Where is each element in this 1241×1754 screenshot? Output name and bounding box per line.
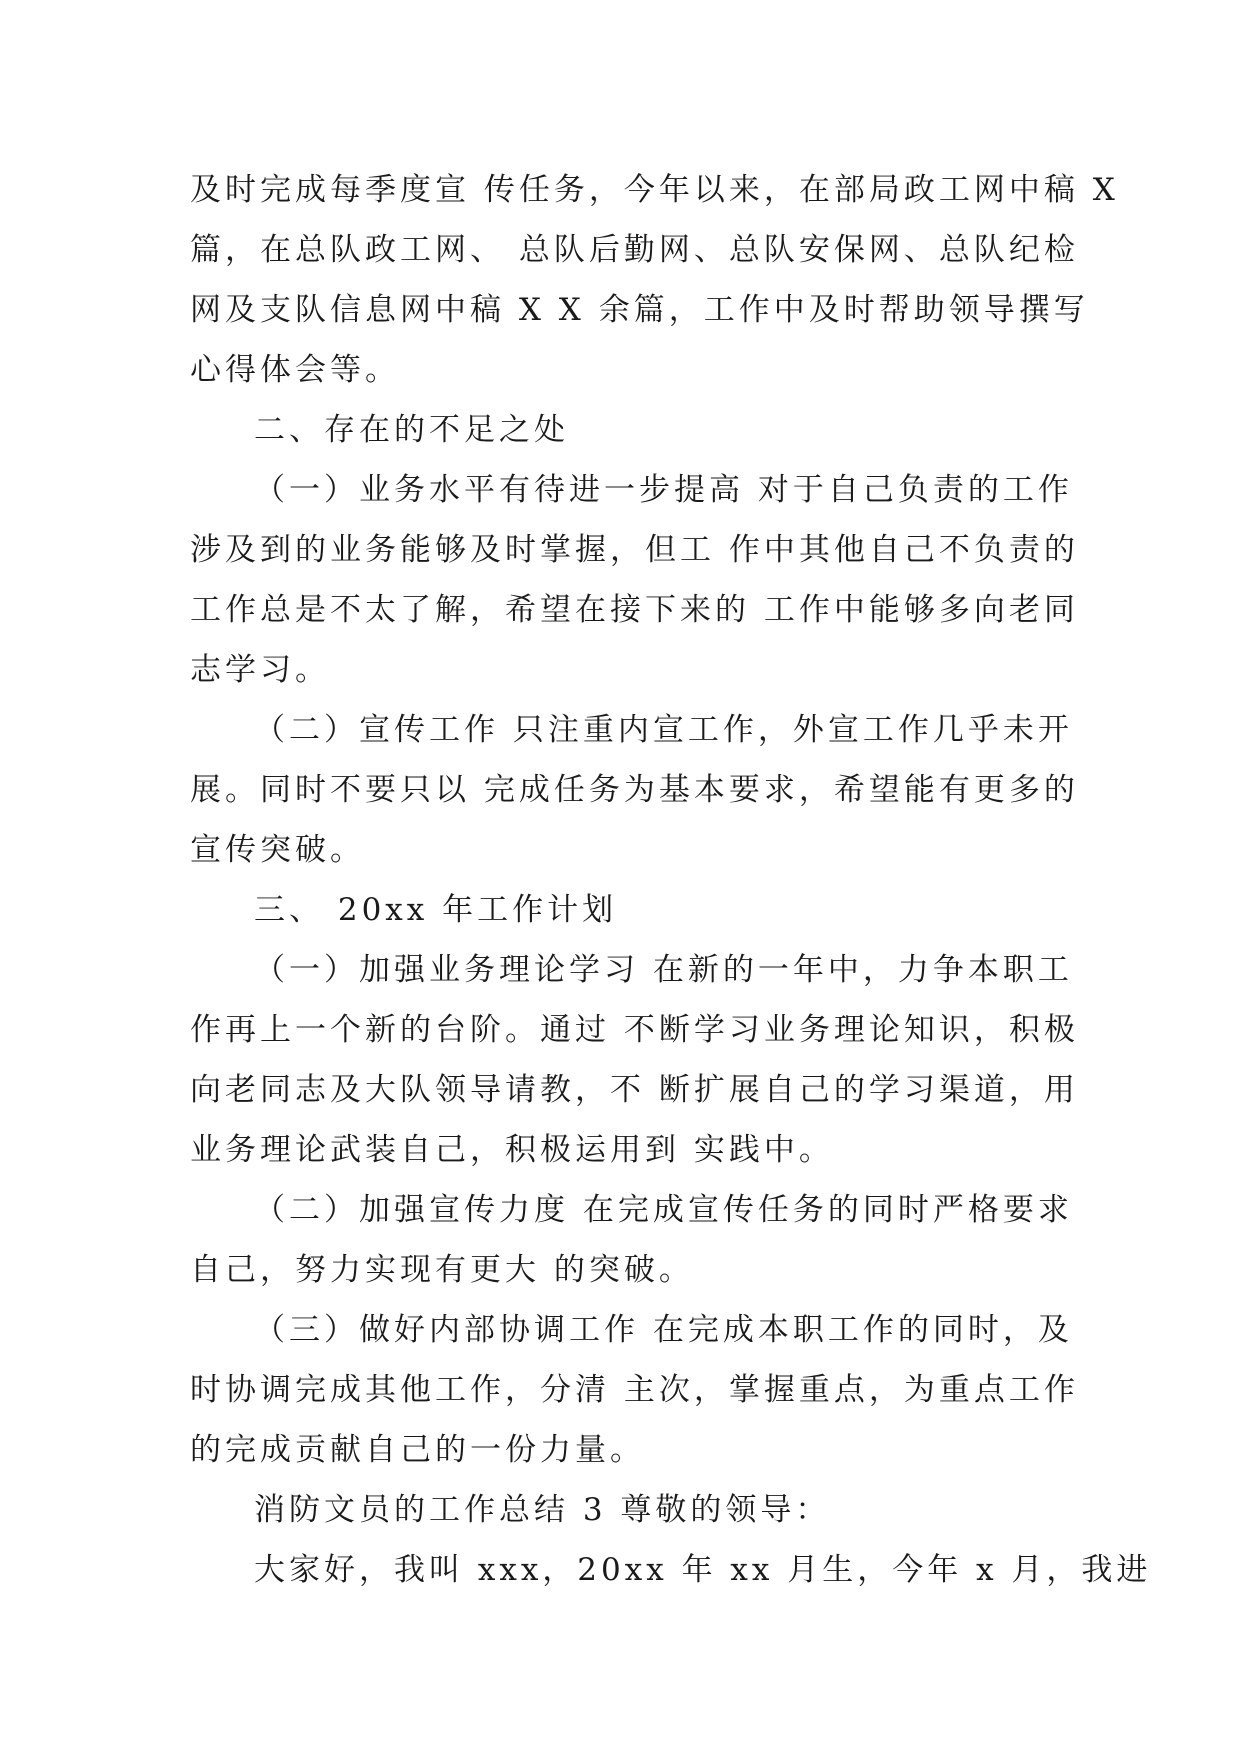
paragraph-line: 的完成贡献自己的一份力量。 [190,1432,645,1468]
paragraph-line: 大家好，我叫 xxx，20xx 年 xx 月生，今年 x 月，我进 [254,1552,1152,1588]
paragraph-line: 作再上一个新的台阶。通过 不断学习业务理论知识，积极 [190,1012,1079,1048]
paragraph-line: 篇，在总队政工网、 总队后勤网、总队安保网、总队纪检 [190,232,1079,268]
paragraph-line: 涉及到的业务能够及时掌握，但工 作中其他自己不负责的 [190,532,1079,568]
paragraph-line: 心得体会等。 [190,352,400,388]
paragraph-line: 工作总是不太了解，希望在接下来的 工作中能够多向老同 [190,592,1079,628]
paragraph-line: 向老同志及大队领导请教，不 断扩展自己的学习渠道，用 [190,1072,1079,1108]
paragraph-line: （一）加强业务理论学习 在新的一年中，力争本职工 [254,952,1073,988]
paragraph-line: 志学习。 [190,652,330,688]
paragraph-line: （二）宣传工作 只注重内宣工作，外宣工作几乎未开 [254,712,1073,748]
paragraph-line: （二）加强宣传力度 在完成宣传任务的同时严格要求 [254,1192,1073,1228]
paragraph-line: 网及支队信息网中稿 X X 余篇，工作中及时帮助领导撰写 [190,292,1089,328]
paragraph-line: （三）做好内部协调工作 在完成本职工作的同时，及 [254,1312,1073,1348]
paragraph-line: 宣传突破。 [190,832,365,868]
paragraph-line: 及时完成每季度宣 传任务，今年以来，在部局政工网中稿 X [190,172,1119,208]
paragraph-line: 展。同时不要只以 完成任务为基本要求，希望能有更多的 [190,772,1079,808]
section-heading: 二、存在的不足之处 [254,412,569,448]
document-page [190,160,1152,1600]
paragraph-line: 业务理论武装自己，积极运用到 实践中。 [190,1132,834,1168]
paragraph-line: 消防文员的工作总结 3 尊敬的领导： [254,1492,831,1528]
paragraph-line: 时协调完成其他工作，分清 主次，掌握重点，为重点工作 [190,1372,1079,1408]
paragraph-line: （一）业务水平有待进一步提高 对于自己负责的工作 [254,472,1073,508]
section-heading: 三、 20xx 年工作计划 [254,892,618,928]
paragraph-line: 自己，努力实现有更大 的突破。 [190,1252,694,1288]
